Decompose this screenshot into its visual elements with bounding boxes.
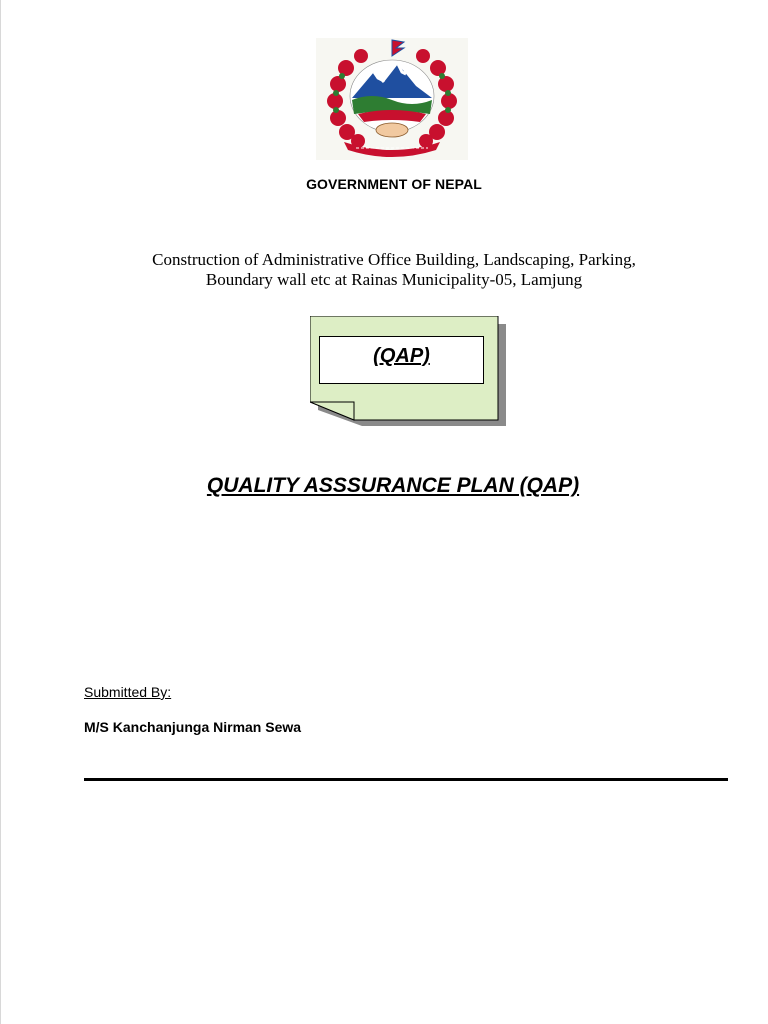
qap-label-box	[319, 336, 484, 384]
government-heading: GOVERNMENT OF NEPAL	[306, 176, 482, 192]
horizontal-rule	[84, 778, 728, 781]
project-line-1: Construction of Administrative Office Building, Landscaping, Parking,	[152, 250, 636, 269]
page-edge	[0, 0, 1, 1024]
document-title	[0, 474, 768, 498]
document-title-text: QUALITY ASSSURANCE PLAN (QAP)	[206, 474, 580, 497]
project-line-2: Boundary wall etc at Rainas Municipality-05, Lamjung	[205, 270, 583, 289]
contractor-name: M/S Kanchanjunga Nirman Sewa	[84, 719, 302, 735]
qap-label: (QAP)	[373, 345, 430, 367]
qap-callout	[310, 316, 508, 426]
nepal-emblem-icon	[316, 38, 468, 160]
submitted-by-label: Submitted By:	[84, 684, 172, 700]
project-description	[0, 250, 768, 290]
